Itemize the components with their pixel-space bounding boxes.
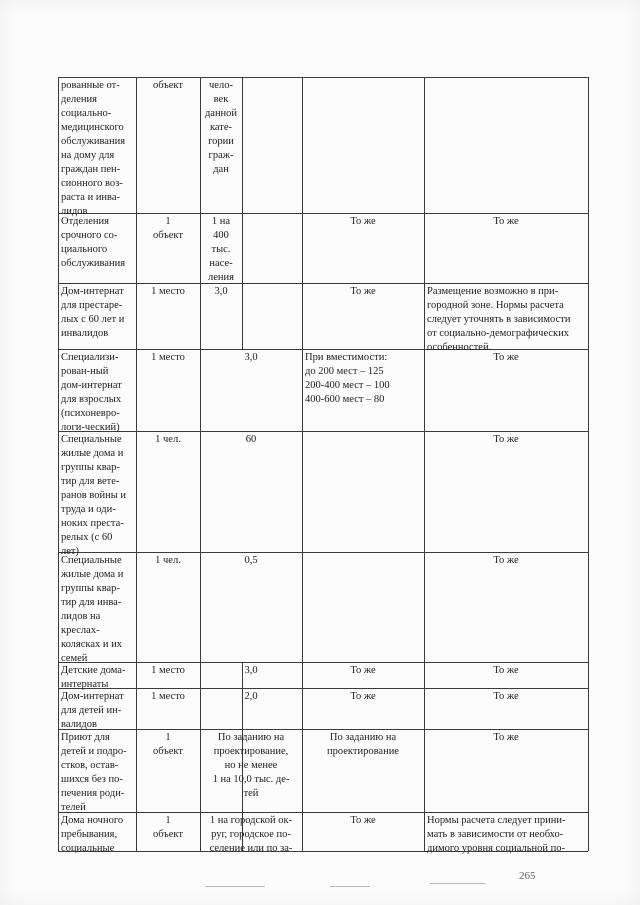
table-cell-c3: 1 на городской ок- руг, городское по- селение или по за- [209,815,293,854]
table-cell-c6: То же [493,434,519,445]
table-cell-c6: Нормы расчета следует прини- мать в зависимости от необхо- димого уровня социальной по- [427,815,566,854]
table-cell-c2: объект [153,80,183,91]
table-cell-c2: 1 чел. [155,434,181,445]
table-cell-c3: 1 на 400 тыс. насе- ления [208,216,234,283]
table-cell-c3: 3,0 [244,665,258,676]
table-cell-c6: То же [493,691,519,702]
table-cell-c5: По заданию на проектирование [327,732,399,757]
table-cell-c6: То же [493,665,519,676]
table-cell-c3: чело- век данной кате- гории граж- дан [204,80,238,175]
table-cell-c6: То же [493,216,519,227]
table-rule [58,688,588,689]
table-cell-c6: То же [493,732,519,743]
table-rule [58,283,588,284]
table-rule [58,213,588,214]
table-cell-c1: Специализи- рован-ный дом-интернат для взрослых (психоневро- логи-ческий) [61,352,122,433]
table-rule [136,77,137,851]
table-rule [424,77,425,851]
table-rule [58,77,59,851]
table-cell-c2: 1 чел. [155,555,181,566]
table-cell-c2: 1 объект [153,216,183,241]
table-cell-c1: Дом-интернат для детей ин- валидов [61,691,124,730]
table-rule [242,213,243,283]
table-cell-c2: 1 место [151,691,185,702]
table-cell-c3: 0,5 [244,555,258,566]
table-cell-c1: Дом-интернат для престаре- лых с 60 лет и инвалидов [61,286,125,339]
table-cell-c3: 3,0 [244,352,258,363]
table-cell-c3: 60 [245,434,257,445]
table-cell-c2: 1 место [151,352,185,363]
table-cell-c2: 1 место [151,286,185,297]
table-cell-c1: Специальные жилые дома и группы квар- тир для инва- лидов на креслах- колясках и их семей [61,555,124,664]
table-cell-c1: Приют для детей и подро- стков, остав- шихся без по- печения роди- телей [61,732,127,813]
table-cell-c5: При вместимости: до 200 мест – 125 200-400 мест – 100 400-600 мест – 80 [305,352,390,405]
table-rule [58,349,588,350]
table-rule [242,283,243,349]
table-rule [58,662,588,663]
table-cell-c1: Специальные жилые дома и группы квар- тир для вете- ранов войны и труда и оди- ноких преста- релых (с 60 лет) [61,434,127,557]
table-rule [588,77,589,851]
table-rule [58,812,588,813]
table-cell-c6: То же [493,555,519,566]
table-cell-c6: Размещение возможно в при- городной зоне. Нормы расчета следует уточнять в зависимости от социально-демографических особенностей. [427,286,571,353]
table-cell-c3: 3,0 [214,286,228,297]
table-rule [58,431,588,432]
table-cell-c5: То же [350,665,376,676]
table-cell-c3: По заданию на проектирование, но не менее 1 на 10,0 тыс. де- тей [212,732,290,799]
page-number: 265 [519,870,536,882]
scan-artifact [330,886,370,887]
scan-artifact [205,886,265,887]
table-cell-c1: Отделения срочного со- циального обслуживания [61,216,126,269]
table-cell-c3: 2,0 [244,691,258,702]
table-cell-c1: рованные от- деления социально- медицинского обслуживания на дому для граждан пен- сионного воз- раста и инва- лидов [61,80,126,217]
table-cell-c5: То же [350,815,376,826]
table-rule [58,729,588,730]
table-rule [242,77,243,213]
table-cell-c5: То же [350,691,376,702]
table-cell-c5: То же [350,216,376,227]
table-cell-c6: То же [493,352,519,363]
table-cell-c1: Дома ночного пребывания, социальные [61,815,124,854]
table-cell-c5: То же [350,286,376,297]
table-cell-c2: 1 место [151,665,185,676]
table-cell-c1: Детские дома- интернаты [61,665,126,690]
table-rule [58,77,588,78]
table-rule [58,552,588,553]
table-rule [200,77,201,851]
table-cell-c2: 1 объект [153,732,183,757]
table-rule [302,77,303,851]
table-cell-c2: 1 объект [153,815,183,840]
scan-artifact [430,883,485,884]
